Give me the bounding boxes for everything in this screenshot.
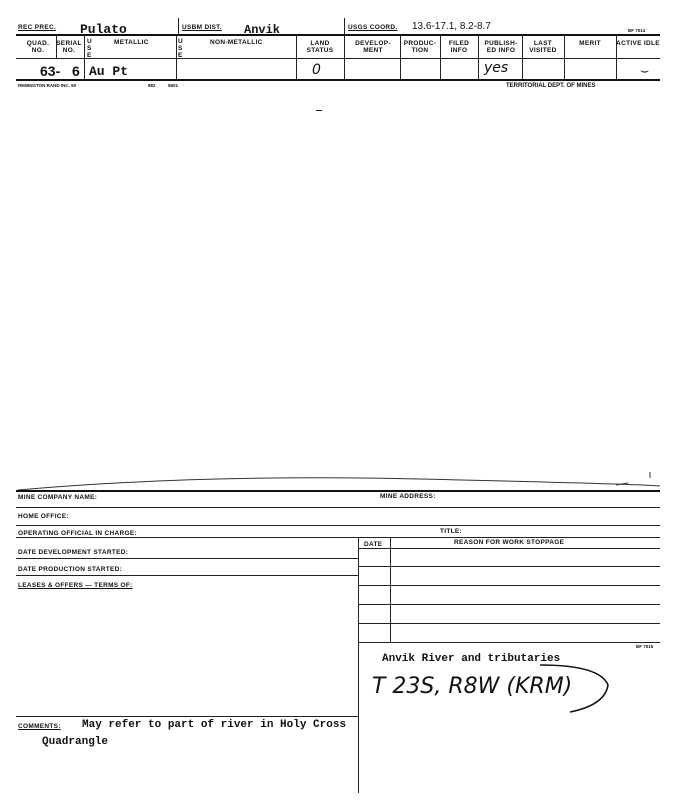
usbm-dist-label: USBM DIST.: [182, 24, 222, 31]
form-number-top: BF 7014: [628, 28, 646, 33]
col-merit: MERIT: [579, 40, 601, 47]
rec-prec-label: REC PREC.: [18, 24, 57, 31]
col-last-visited: LAST VISITED: [529, 40, 557, 54]
leases-label: LEASES & OFFERS — TERMS OF:: [18, 582, 133, 589]
rec-prec-value: Pulato: [80, 22, 127, 37]
printer-num-1: 882: [148, 83, 156, 88]
col-published-info: PUBLISH-ED INFO: [484, 40, 518, 54]
col-development: DEVELOP-MENT: [355, 40, 391, 54]
comments-line-2: Quadrangle: [42, 736, 109, 748]
handwritten-curve: [520, 660, 620, 720]
metallic-prefix: U S E: [87, 38, 92, 59]
usgs-coord-value: 13.6-17.1, 8.2-8.7: [412, 21, 491, 32]
col-quad-no: QUAD. NO.: [26, 40, 50, 54]
quad-value: 63-: [40, 63, 61, 79]
typed-note: Anvik River and tributaries: [382, 653, 561, 665]
metallic-value: Au Pt: [89, 64, 129, 79]
card-edge: [0, 470, 678, 500]
home-office-label: HOME OFFICE:: [18, 513, 69, 520]
col-metallic: METALLIC: [114, 39, 149, 46]
usbm-dist-value: Anvik: [244, 23, 281, 37]
operating-official-label: OPERATING OFFICIAL IN CHARGE:: [18, 530, 137, 537]
reason-col-header: REASON FOR WORK STOPPAGE: [454, 539, 565, 546]
col-production: PRODUC-TION: [403, 40, 437, 54]
col-land-status: LAND STATUS: [306, 40, 334, 54]
comments-line-1: May refer to part of river in Holy Cross: [82, 719, 347, 731]
col-serial-no: SERIAL NO.: [56, 40, 82, 54]
col-active-idle: ACTIVE IDLE: [616, 40, 660, 47]
comments-label: COMMENTS:: [18, 723, 61, 730]
land-status-value: 0: [312, 62, 321, 78]
mine-company-name-label: MINE COMPANY NAME:: [18, 494, 98, 501]
date-col-header: DATE: [364, 541, 383, 548]
printer-imprint: REMINGTON RAND INC. 50: [18, 83, 77, 88]
handwritten-note: T 23S, R8W (KRM): [372, 674, 573, 699]
published-info-value: yes: [484, 60, 509, 76]
col-non-metallic: NON-METALLIC: [210, 39, 263, 46]
usgs-coord-label: USGS COORD.: [348, 24, 398, 31]
printer-num-2: 5501: [168, 83, 179, 88]
territorial-dept: TERRITORIAL DEPT. OF MINES: [506, 83, 596, 89]
form-number-bottom: BF 7015: [636, 644, 654, 649]
date-production-label: DATE PRODUCTION STARTED:: [18, 566, 123, 573]
serial-value: 6: [72, 63, 80, 79]
non-metallic-prefix: U S E: [178, 38, 183, 59]
title-label: TITLE:: [440, 528, 463, 535]
col-filed-info: FILED INFO: [448, 40, 470, 54]
mine-address-label: MINE ADDRESS:: [380, 493, 436, 500]
active-idle-mark: ⌣: [640, 62, 650, 78]
date-development-label: DATE DEVELOPMENT STARTED:: [18, 549, 129, 556]
